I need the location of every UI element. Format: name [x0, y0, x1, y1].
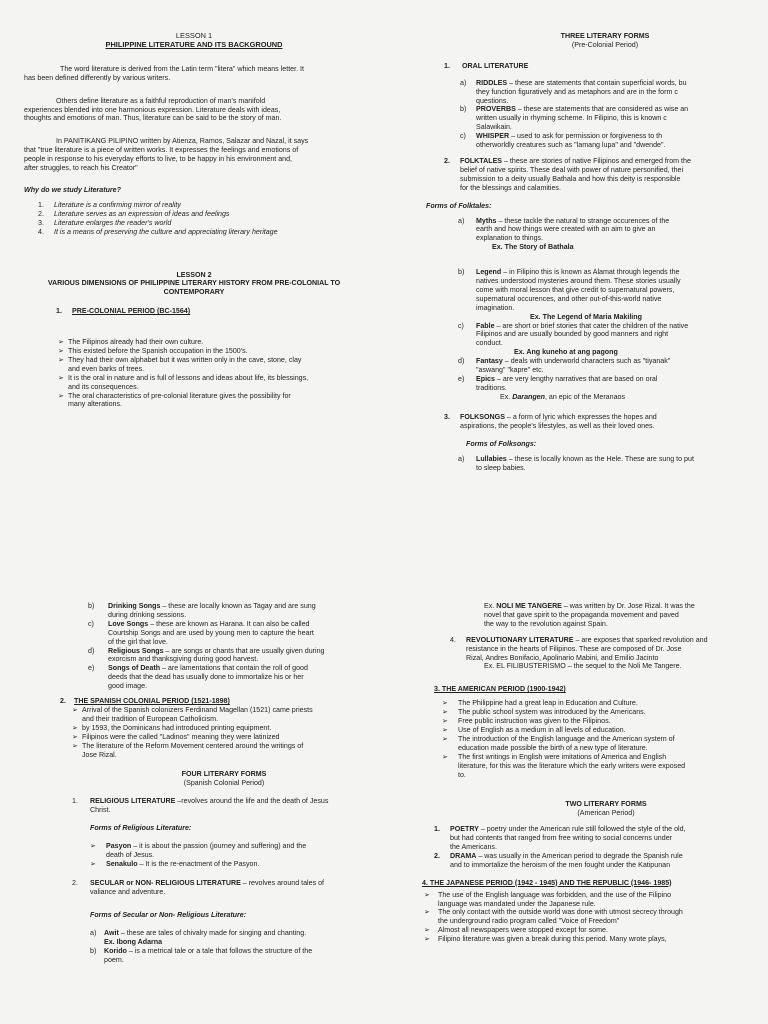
list-item: 4. It is a means of preserving the culture and appreciating literary heritage — [38, 227, 278, 236]
forms-of-secular-heading: Forms of Secular or Non- Religious Literature: — [90, 911, 247, 920]
section-subtitle: (Pre-Colonial Period) — [571, 40, 639, 49]
list-item: b) PROVERBS – these are statements that are considered as wise an written usually in rhyming scheme. In Filipino, this is known c Salawikain. — [460, 105, 689, 132]
list-item: ➢ The introduction of the English language and the American system of education made possible the birth of a new type of literature. — [442, 734, 675, 752]
oral-literature-heading: 1. ORAL LITERATURE — [444, 61, 529, 70]
list-item: d) Religious Songs – are songs or chants that are usually given during exorcism and thanksgiving during good harvest. — [88, 646, 325, 664]
list-item: c) Love Songs – these are known as Harana. It can also be called Courtship Songs and are used by young men to capture the heart of the girl that love. — [88, 619, 314, 646]
list-item: d) Fantasy – deals with underworld characters such as "tiyanak" "aswang" "kapre" etc. — [458, 357, 671, 375]
intro-line: has been defined differently by various writers. — [24, 73, 171, 82]
list-item: ➢ The Philippine had a great leap in Education and Culture. — [442, 699, 638, 708]
intro-line: people in response to his everyday efforts to live, to be happy in his environment and, — [24, 155, 293, 164]
forms-of-folksongs-heading: Forms of Folksongs: — [466, 439, 537, 448]
section-subtitle: (Spanish Colonial Period) — [183, 779, 265, 788]
list-item: ➢ Free public instruction was given to the Filipinos. — [442, 717, 611, 726]
list-item: a) Lullabies – these is locally known as the Hele. These are sung to put to sleep babies. — [458, 455, 694, 473]
section-title: TWO LITERARY FORMS — [565, 800, 647, 809]
list-item: b) Drinking Songs – these are locally known as Tagay and are sung during drinking sessions. — [88, 602, 316, 619]
why-list — [24, 201, 364, 237]
list-item: ➢ Pasyon – it is about the passion (journey and suffering) and the death of Jesus. — [90, 841, 307, 859]
intro-line: Others define literature as a faithful reproduction of man's manifold — [56, 96, 266, 105]
lesson-1-label: LESSON 1 — [175, 31, 213, 40]
list-item: 2. Literature serves as an expression of ideas and feelings — [38, 209, 230, 218]
secular-literature-item: 2. SECULAR or NON- RELIGIOUS LITERATURE – revolves around tales of valiance and adventure. — [72, 878, 325, 896]
intro-line: after struggles, to reach his Creator" — [24, 164, 138, 173]
intro-line: In PANITIKANG PILIPINO written by Atienza, Ramos, Salazar and Nazal, it says — [56, 137, 309, 146]
lesson-1-section — [24, 32, 364, 409]
list-item: ➢ Almost all newspapers were stopped except for some. — [424, 926, 608, 935]
spanish-period-heading: 2. THE SPANISH COLONIAL PERIOD (1521-1898) — [60, 697, 230, 706]
religious-forms-list — [60, 842, 378, 869]
list-item: ➢ The use of the English language was forbidden, and the use of the Filipino language was mandated under the Japanese rule. — [424, 890, 672, 908]
pre-colonial-list — [24, 338, 364, 409]
intro-line: The word literature is derived from the Latin term "litera" which means letter. It — [60, 64, 304, 73]
folktales-list — [420, 217, 740, 402]
revolutionary-literature-item: 4. REVOLUTIONARY LITERATURE – are exposes that sparked revolution and resistance in the hearts of Filipinos. These are composed of Dr. Jose Rizal, Andres Bonifacio, Apolinario Mabini, and Emilio Jacinto Ex. EL FILIBUSTERISMO – the sequel to the Noli Me Tangere. — [450, 635, 708, 671]
folksongs-and-spanish-section — [60, 602, 378, 965]
folksongs-item: 3. FOLKSONGS – a form of lyric which expresses the hopes and aspirations, the people's lifestyles, as well as their loved ones. — [444, 412, 657, 430]
list-item: ➢ The first writings in English were imitations of America and English literature, for this was the literature which the early writers were exposed to. — [442, 752, 686, 779]
intro-line: experiences blended into one harmonious expression. Literature deals with ideas, — [24, 105, 281, 114]
list-item: ➢ Senakulo – It is the re-enactment of the Pasyon. — [90, 859, 260, 868]
list-item: ➢ Use of English as a medium in all levels of education. — [442, 725, 626, 734]
intro-line: thoughts and emotions of man. Thus, literature can be said to be the story of man. — [24, 114, 282, 123]
section-title: FOUR LITERARY FORMS — [181, 770, 267, 779]
list-item: b) Legend – in Filipino this is known as Alamat through legends the natives understood mysteries around them. These stories usually come with moral lesson that give credit to supernatural powers, supernatural occurences, and other out-of-this-world native imagination. Ex. The Legend of Maria Makiling — [458, 268, 681, 321]
section-title: THREE LITERARY FORMS — [560, 32, 650, 40]
noli-example: Ex. NOLI ME TANGERE – was written by Dr. Jose Rizal. It was the novel that gave spirit to the propaganda movement and paved the way to the revolution against Spain. — [484, 602, 695, 628]
list-item: ➢ Filipinos were the called "Ladinos" meaning they were latinized — [72, 732, 280, 741]
lesson-2-title: CONTEMPORARY — [163, 288, 225, 297]
list-item: a) RIDDLES – these are statements that contain superficial words, bu they function figuratively and as metaphors and are in the form c questions. — [460, 78, 687, 105]
oral-forms-list — [420, 79, 740, 150]
lesson-1-title: PHILIPPINE LITERATURE AND ITS BACKGROUND — [105, 39, 283, 49]
list-item: a) Myths – these tackle the natural to strange occurences of the earth and how things were created with an aim to give an explanation to things. Ex. The Story of Bathala — [458, 216, 670, 252]
american-period-list — [420, 699, 752, 779]
list-item: e) Epics – are very lengthy narratives that are based on oral traditions. Ex. Darangen, an epic of the Meranaos — [458, 375, 658, 401]
list-item: c) WHISPER – used to ask for permission or forgiveness to th otherworldly creatures such as "lamang lupa" and "dwende". — [460, 132, 666, 150]
list-item: ➢ by 1593, the Dominicans had introduced printing equipment. — [72, 723, 272, 732]
american-japanese-section — [420, 602, 752, 944]
secular-forms-list — [60, 929, 378, 965]
spanish-period-list — [60, 706, 378, 759]
american-period-heading: 3. THE AMERICAN PERIOD (1900-1942) — [434, 685, 566, 694]
why-heading: Why do we study Literature? — [24, 185, 121, 194]
list-item: c) Fable – are short or brief stories that cater the children of the native Filipinos and are usually bounded by good manners and right conduct. Ex. Ang kuneho at ang pagong — [458, 321, 689, 357]
lesson-2-label: LESSON 2 — [176, 270, 212, 279]
japanese-period-list — [420, 891, 752, 944]
japanese-period-heading: 4. THE JAPANESE PERIOD (1942 - 1945) AND THE REPUBLIC (1946- 1985) — [422, 878, 672, 887]
three-literary-forms-section — [420, 32, 740, 473]
list-item: e) Songs of Death – are lamentations that contain the roll of good deeds that the dead has usually done to immortalize his or her good image. — [88, 664, 308, 691]
forms-of-religious-heading: Forms of Religious Literature: — [90, 824, 192, 833]
forms-of-folktales-heading: Forms of Folktales: — [426, 201, 492, 210]
lesson-2-title: VARIOUS DIMENSIONS OF PHILIPPINE LITERARY HISTORY FROM PRE-COLONIAL TO — [47, 279, 341, 288]
drama-item: 2. DRAMA – was usually in the American period to degrade the Spanish rule and to immortalize the heroism of the men fought under the Katipunan — [434, 851, 683, 869]
list-item: ➢ It is the oral in nature and is full of lessons and ideas about life, its blessings, and its consequences. — [58, 373, 309, 391]
list-item: b) Korido – is a metrical tale or a tale that follows the structure of the poem. — [90, 947, 313, 965]
list-item: a) Awit – these are tales of chivalry made for singing and chanting. Ex. Ibong Adarna — [90, 929, 307, 947]
pre-colonial-heading: 1. PRE-COLONIAL PERIOD (BC-1564) — [56, 307, 191, 316]
section-subtitle: (American Period) — [577, 809, 635, 818]
poetry-item: 1. POETRY – poetry under the American rule still followed the style of the old, but had contents that ranged from free writing to social concerns under the Americans. — [434, 825, 686, 852]
list-item: ➢ The literature of the Reform Movement centered around the writings of Jose Rizal. — [72, 741, 304, 759]
list-item: 1. Literature is a confirming mirror of reality — [38, 200, 181, 209]
list-item: ➢ Filipino literature was given a break during this period. Many wrote plays, — [424, 935, 667, 944]
list-item: ➢ The Filipinos already had their own culture. — [58, 338, 204, 347]
folktales-item: 2. FOLKTALES – these are stories of native Filipinos and emerged from the belief of native spirits. These deal with power of nature personified, thei submission to a deity usually Bathala and how this deity is responsible for the blessings and calamities. — [444, 156, 691, 192]
list-item: ➢ This existed before the Spanish occupation in the 1500's. — [58, 347, 248, 356]
religious-literature-item: 1. RELIGIOUS LITERATURE –revolves around the life and the death of Jesus Christ. — [72, 797, 329, 815]
list-item: ➢ The public school system was introduced by the Americans. — [442, 708, 646, 717]
list-item: ➢ The only contact with the outside world was done with utmost secrecy through the underground radio program called "Voice of Freedom" — [424, 908, 683, 926]
list-item: ➢ The oral characteristics of pre-colonial literature gives the possibility for many alterations. — [58, 391, 291, 409]
list-item: ➢ They had their own alphabet but it was written only in the cave, stone, clay and even barks of trees. — [58, 355, 302, 373]
folksongs-list — [60, 602, 378, 691]
list-item: ➢ Arrival of the Spanish colonizers Ferdinand Magellan (1521) came priests and their tradition of European Catholicism. — [72, 705, 313, 723]
list-item: 3. Literature enlarges the reader's world — [38, 218, 172, 227]
intro-line: that "true literature is a piece of written works. It expresses the feelings and emotions of — [24, 146, 299, 155]
